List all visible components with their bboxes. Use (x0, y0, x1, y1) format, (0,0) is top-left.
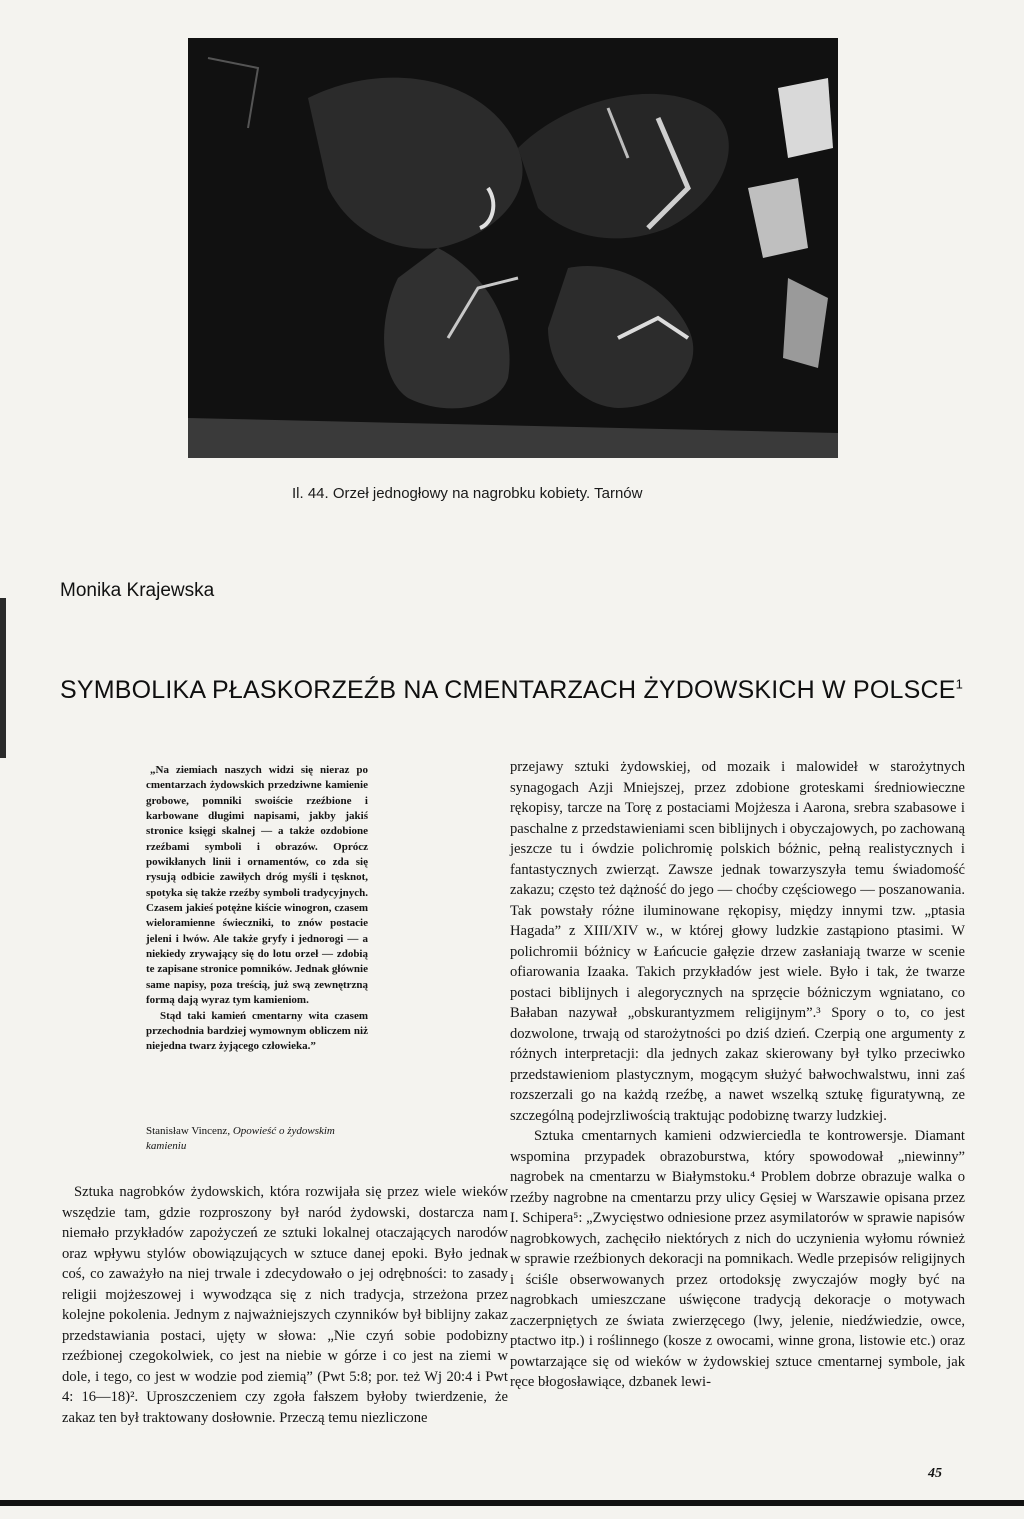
article-title (60, 676, 964, 705)
body-paragraph: Sztuka cmentarnych kamieni odzwierciedla te kontrowersje. Diamant wspomina przypadek obrazoburstwa, który spowodował „niewinny” nagrobek na cmentarzu w Białymstoku.⁴ Problem dobrze obrazuje walka o rzeźby nagrobne na cmentarzu przy ulicy Gęsiej w Warszawie opisana przez I. Schipera⁵: „Zwycięstwo odniesione przez asymilatorów w sprawie napisów nagrobkowych, zachęciło niektórych z nich do uczynienia wyłomu również w sprawie rzeźbionych dekoracji na pomnikach. Wedle przepisów religijnych i ściśle obserwowanych przez ortodoksję zwyczajów mogły być na nagrobkach umieszczane uświęcone tradycją dekoracje o motywach zaczerpniętych ze świata zwierzęcego (lwy, jelenie, niedźwiedzie, owce, ptactwo itp.) i roślinnego (kosze z owocami, winne grona, listowie etc.) oraz powtarzające się od wieków w żydowskiej sztuce cmentarnej symbole, jak ręce błogosławiące, dzbanek lewi- (510, 1128, 965, 1390)
title-footnote-mark: 1 (955, 676, 964, 692)
epigraph-source (146, 1124, 366, 1154)
body-paragraph: Sztuka nagrobków żydowskich, która rozwijała się przez wiele wieków wszędzie tam, gdzie rozproszony był naród żydowski, dostarcza nam niemało przykładów zapożyczeń ze sztuki lokalnej otaczających narodów oraz wpływu stylów obowiązujących w sztuce danej epoki. Było jednak coś, co zaważyło na niej trwale i zdecydowało o jej odrębności: to zasady religii mojżeszowej i wywodząca się z nich tradycja, strzeżona przez kolejne pokolenia. Jednym z najważniejszych czynników był biblijny zakaz przedstawiania postaci, ujęty w słowa: „Nie czyń sobie podobizny rzeźbionej czegokolwiek, co jest na niebie w górze i co jest na ziemi w dole, i tego, co jest w wodzie pod ziemią” (Pwt 5:8; por. też Wj 20:4 i Pwt 4: 16—18)². Uproszczeniem czy zgoła fałszem byłoby twierdzenie, że zakaz ten był traktowany dosłownie. Przeczą temu niezliczone (62, 1184, 508, 1426)
body-column-right (510, 757, 965, 1393)
epigraph-quote (146, 763, 368, 1055)
eagle-relief-image (188, 38, 838, 458)
page-number: 45 (928, 1466, 942, 1481)
article-author: Monika Krajewska (60, 580, 215, 601)
article-title-text: SYMBOLIKA PŁASKORZEŹB NA CMENTARZACH ŻYDOWSKICH W POLSCE (60, 676, 956, 704)
body-column-left (62, 1182, 508, 1428)
epigraph-paragraph: Stąd taki kamień cmentarny wita czasem przechodnia bardziej wymownym obliczem niż niejedna twarz żyjącego człowieka.” (146, 1009, 368, 1053)
epigraph-paragraph: „Na ziemiach naszych widzi się nieraz po cmentarzach żydowskich przedziwne kamienie grobowe, pomniki swoiście rzeźbione i karbowane długimi napisami, jakby jakiś stronice księgi skalnej — a także ozdobione rzeźbami symboli i obrazów. Oprócz powikłanych linii i ornamentów, co zda się rysują odbicie zawiłych dróg myśli i tęsknot, spotyka się także rzeźby symboli tradycyjnych. Czasem jakieś potężne kiście winogron, czasem wieloramienne świeczniki, to znów postacie jeleni i lwów. Ale także gryfy i jednorogi — a niekiedy zrywający się do lotu orzeł — zdobią te zapisane stronice pomników. Jednak głównie same napisy, poza treścią, już swą zewnętrzną formą dają wyraz tym kamieniom. (146, 764, 368, 1007)
figure-caption: Il. 44. Orzeł jednogłowy na nagrobku kobiety. Tarnów (292, 485, 643, 502)
bottom-scan-border (0, 1500, 1024, 1506)
body-paragraph: przejawy sztuki żydowskiej, od mozaik i malowideł w starożytnych synagogach Azji Mniejszej, przez zdobione groteskami średniowieczne rękopisy, tarcze na Torę z postaciami Mojżesza i Aarona, srebra szabasowe i paschalne z przedstawieniami scen biblijnych i obyczajowych, po zachowaną jeszcze tu i ówdzie polichromię polskich bóżnic, pełną realistycznych i fantastycznych zwierząt. Zawsze jednak towarzyszyła temu świadomość zakazu; często też dążność do jego — choćby częściowego — poszanowania. Tak powstały różne iluminowane rękopisy, między innymi tzw. „ptasia Hagada” z XIII/XIV w., w której głowy ludzkie zastąpiono ptasimi. W polichromii bóżnicy w Łańcucie gałęzie drzew zasłaniają twarze w scenie ofiarowania Izaaka. Takich przykładów jest wiele. Było i tak, że twarze postaci biblijnych i alegorycznych na sprzęcie bóżniczym wgniatano, co Bałaban nazywał „obskurantyzmem religijnym”.³ Spory o to, co jest dozwolone, trwają od starożytności po dziś dzień. Czerpią one argumenty z różnych interpretacji: dla jednych zakaz skierowany był tylko przeciwko przedstawieniom plastycznym, mogącym służyć bałwochwalstwu, inni zaś rozszerzali go na każdą rzeźbę, a nawet wszelką sztukę figuratywną, ze szczególną podejrzliwością traktując podobiznę twarzy ludzkiej. (510, 759, 965, 1124)
scan-edge-shadow (0, 598, 6, 758)
epigraph-source-work: Opowieść o żydowskim kamieniu (146, 1125, 335, 1152)
photo-eagle-tombstone (188, 38, 838, 458)
epigraph-source-author: Stanisław Vincenz, (146, 1125, 231, 1137)
